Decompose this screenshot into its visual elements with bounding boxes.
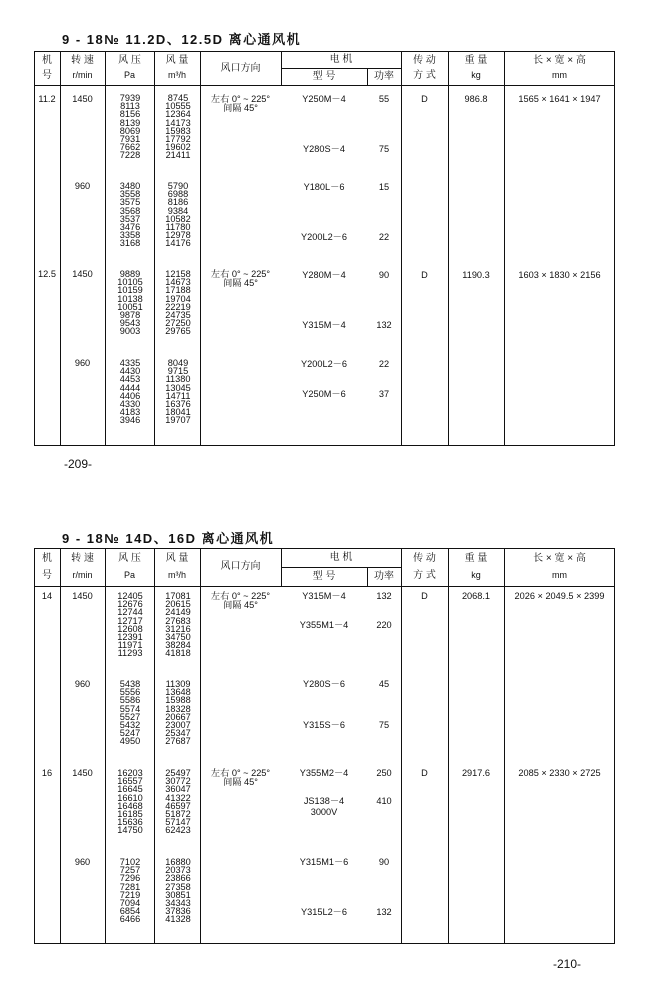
weight-value: 1190.3 <box>462 270 490 280</box>
header-weight-unit: kg <box>471 70 481 80</box>
weight-value: 2917.6 <box>461 768 491 778</box>
outlet-direction: 左右 0° ~ 225° <box>210 94 271 104</box>
speed-value: 1450 <box>72 94 93 104</box>
flow-list: 16880 20373 23866 27358 30851 34343 37836 41328 <box>165 857 191 925</box>
dimensions-value: 1603 × 1830 × 2156 <box>518 270 601 280</box>
flow-list: 12158 14673 17188 19704 22219 24735 27250 29765 <box>165 269 191 337</box>
flow-list: 5790 6988 8186 9384 10582 11780 12978 14176 <box>165 181 191 249</box>
header-motor: 电 机 <box>329 552 353 563</box>
header-speed-unit: r/min <box>72 70 93 80</box>
table-1-title: 9 - 18№ 11.2D、12.5D 离心通风机 <box>62 32 302 47</box>
header-no: 机 <box>42 553 52 564</box>
header-model: 型 号 <box>312 571 336 582</box>
flow-list: 8745 10555 12364 14173 15983 17792 19602 21411 <box>165 93 191 161</box>
pressure-list: 3480 3558 3575 3568 3537 3476 3358 3168 <box>119 181 141 249</box>
outlet-interval: 间隔 45° <box>223 777 258 787</box>
column-divider <box>154 51 155 446</box>
motor-power: 22 <box>378 359 390 369</box>
speed-value: 1450 <box>72 269 93 279</box>
motor-model: Y200L2－6 <box>301 359 347 369</box>
header-speed: 转 速 <box>71 553 94 564</box>
outlet-interval: 间隔 45° <box>223 600 258 610</box>
speed-value: 960 <box>74 358 91 368</box>
header-flow: 风 量 <box>165 55 189 66</box>
header-model: 型 号 <box>312 71 336 82</box>
fan-no: 16 <box>41 768 53 778</box>
motor-power: 132 <box>376 591 392 601</box>
flow-list: 11309 13648 15988 18328 20667 23007 25347 27687 <box>165 679 191 747</box>
column-divider <box>504 548 505 944</box>
motor-subheader-divider <box>281 68 401 69</box>
speed-value: 960 <box>74 857 91 867</box>
weight-value: 986.8 <box>464 94 488 104</box>
header-power: 功率 <box>374 71 394 82</box>
motor-voltage: 3000V <box>310 807 338 817</box>
header-no: 机 <box>42 55 52 66</box>
flow-list: 17081 20615 24149 27683 31216 34750 38284 41818 <box>165 591 191 659</box>
page-number: -209- <box>64 457 93 471</box>
motor-model: Y280S－4 <box>303 144 345 154</box>
header-no-2: 号 <box>42 70 52 81</box>
drive-type: D <box>421 94 428 104</box>
dimensions-value: 2085 × 2330 × 2725 <box>518 768 601 778</box>
column-divider <box>105 548 106 944</box>
column-divider <box>448 51 449 446</box>
header-outlet: 风口方向 <box>220 63 261 74</box>
pressure-list: 4335 4430 4453 4444 4406 4330 4183 3946 <box>119 358 141 426</box>
outlet-interval: 间隔 45° <box>223 278 258 288</box>
motor-model: Y280S－6 <box>303 679 345 689</box>
header-dims: 长 × 宽 × 高 <box>533 553 586 564</box>
table-2-title: 9 - 18№ 14D、16D 离心通风机 <box>62 531 275 546</box>
table-2 <box>34 548 615 944</box>
header-dims: 长 × 宽 × 高 <box>533 55 586 66</box>
column-divider <box>504 51 505 446</box>
speed-value: 960 <box>74 181 91 191</box>
motor-model: Y315M1－6 <box>299 857 349 867</box>
fan-no: 14 <box>41 591 53 601</box>
motor-model: JS138－4 <box>303 796 345 806</box>
header-divider <box>34 586 615 587</box>
drive-type: D <box>421 768 428 778</box>
column-divider <box>60 548 61 944</box>
pressure-list: 7102 7257 7296 7281 7219 7094 6854 6466 <box>119 857 141 925</box>
flow-list: 25497 30772 36047 41322 46597 51872 57147 62423 <box>165 768 191 836</box>
header-pressure: 风 压 <box>118 55 141 66</box>
outlet-interval: 间隔 45° <box>223 103 258 113</box>
motor-model: Y250M－6 <box>302 389 346 399</box>
header-flow: 风 量 <box>165 553 189 564</box>
motor-power: 90 <box>378 857 390 867</box>
motor-subheader-divider <box>281 567 401 568</box>
header-pressure: 风 压 <box>118 553 141 564</box>
pressure-list: 12405 12676 12744 12717 12608 12391 11971 11293 <box>117 591 143 659</box>
motor-power: 22 <box>378 232 390 242</box>
motor-power: 75 <box>378 144 390 154</box>
pressure-list: 16203 16557 16645 16610 16468 16185 15636 14750 <box>117 768 143 836</box>
motor-power: 37 <box>378 389 390 399</box>
header-speed: 转 速 <box>71 55 94 66</box>
header-drive-2: 方 式 <box>413 570 436 581</box>
motor-power: 132 <box>376 907 392 917</box>
pressure-list: 7939 8113 8156 8139 8069 7931 7662 7228 <box>119 93 141 161</box>
motor-model: Y355M2－4 <box>299 768 349 778</box>
motor-model: Y315M－4 <box>302 591 346 601</box>
header-dims-unit: mm <box>552 570 567 580</box>
page-number: -210- <box>553 957 582 971</box>
motor-model: Y315L2－6 <box>301 907 347 917</box>
header-weight: 重 量 <box>464 55 488 66</box>
motor-model: Y280M－4 <box>302 270 346 280</box>
motor-model: Y315M－4 <box>302 320 346 330</box>
header-power: 功率 <box>374 571 394 582</box>
motor-power: 55 <box>378 94 390 104</box>
header-dims-unit: mm <box>552 70 567 80</box>
outlet-direction: 左右 0° ~ 225° <box>210 768 271 778</box>
speed-value: 960 <box>74 679 91 689</box>
pressure-list: 9889 10105 10159 10138 10051 9878 9543 9003 <box>117 269 143 337</box>
motor-model: Y355M1－4 <box>299 620 349 630</box>
motor-power: 90 <box>378 270 390 280</box>
outlet-direction: 左右 0° ~ 225° <box>210 269 271 279</box>
fan-no: 12.5 <box>38 269 56 279</box>
column-divider <box>401 51 402 446</box>
drive-type: D <box>421 270 428 280</box>
column-divider <box>448 548 449 944</box>
header-outlet: 风口方向 <box>220 561 261 572</box>
header-pressure-unit: Pa <box>123 570 135 580</box>
dimensions-value: 1565 × 1641 × 1947 <box>518 94 601 104</box>
motor-power: 410 <box>376 796 392 806</box>
motor-model: Y250M－4 <box>302 94 346 104</box>
motor-model: Y180L－6 <box>303 182 345 192</box>
dimensions-value: 2026 × 2049.5 × 2399 <box>514 591 605 601</box>
header-pressure-unit: Pa <box>123 70 135 80</box>
header-drive: 传 动 <box>413 55 436 66</box>
motor-model: Y315S－6 <box>303 720 345 730</box>
speed-value: 1450 <box>72 591 93 601</box>
column-divider <box>105 51 106 446</box>
motor-power: 250 <box>376 768 392 778</box>
header-no-2: 号 <box>42 570 52 581</box>
weight-value: 2068.1 <box>461 591 491 601</box>
motor-power: 132 <box>376 320 392 330</box>
table-1 <box>34 51 615 446</box>
motor-power: 220 <box>376 620 392 630</box>
header-weight: 重 量 <box>464 553 488 564</box>
speed-value: 1450 <box>72 768 93 778</box>
column-divider <box>154 548 155 944</box>
column-divider <box>401 548 402 944</box>
header-motor: 电 机 <box>329 54 353 65</box>
outlet-direction: 左右 0° ~ 225° <box>210 591 271 601</box>
header-drive: 传 动 <box>413 553 436 564</box>
header-drive-2: 方 式 <box>413 70 436 81</box>
header-speed-unit: r/min <box>72 570 93 580</box>
motor-power: 15 <box>378 182 390 192</box>
header-weight-unit: kg <box>471 570 481 580</box>
drive-type: D <box>421 591 428 601</box>
column-divider <box>60 51 61 446</box>
header-divider <box>34 85 615 86</box>
header-flow-unit: m³/h <box>168 570 186 580</box>
flow-list: 8049 9715 11380 13045 14711 16376 18041 19707 <box>165 358 191 426</box>
motor-power: 45 <box>378 679 390 689</box>
pressure-list: 5438 5556 5586 5574 5527 5432 5247 4950 <box>119 679 141 747</box>
header-flow-unit: m³/h <box>168 70 186 80</box>
motor-power: 75 <box>378 720 390 730</box>
motor-model: Y200L2－6 <box>301 232 347 242</box>
fan-no: 11.2 <box>38 94 56 104</box>
